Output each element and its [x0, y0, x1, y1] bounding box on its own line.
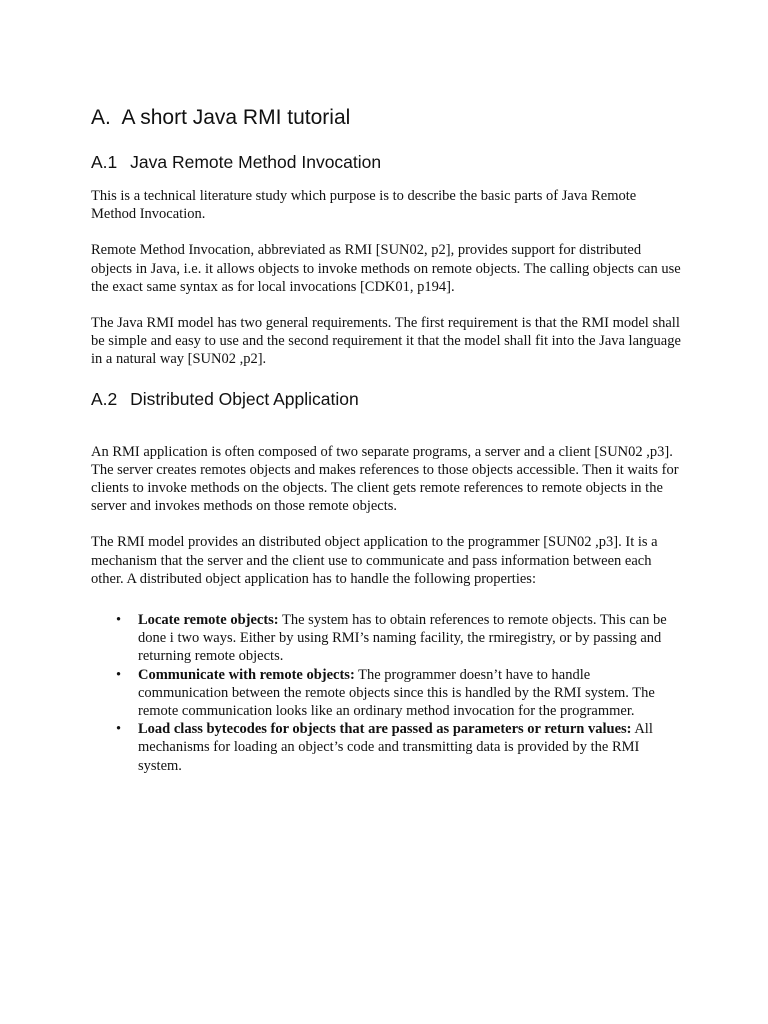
- paragraph: Remote Method Invocation, abbreviated as RMI [SUN02, p2], provides support for distributed objects in Java, i.e. it allows objects to invoke methods on remote objects. The calling objects can use the exact same syntax as for local invocations [CDK01, p194].: [91, 242, 681, 295]
- document-content: [91, 104, 681, 775]
- section-number: A.2: [91, 388, 118, 409]
- bullet-icon: •: [116, 666, 122, 683]
- list-item-term: Communicate with remote objects:: [138, 666, 355, 683]
- page-title-text: A short Java RMI tutorial: [121, 106, 351, 129]
- page-title: [91, 104, 681, 132]
- list-item: [91, 666, 681, 721]
- list-item-text: The system has to obtain references to remote objects. This can be done i two ways. Either by using RMI’s naming facility, the rmiregistry, or by passing and returning remote objects.: [138, 612, 667, 665]
- list-item: [91, 720, 681, 775]
- list-item-text: All mechanisms for loading an object’s code and transmitting data is provided by the RMI system.: [138, 721, 653, 774]
- paragraph: An RMI application is often composed of two separate programs, a server and a client [SUN02 ,p3]. The server creates remotes objects and makes references to those objects accessible. Then it waits for clients to invoke methods on the objects. The client gets remote references to remote objects in the server and invokes methods on those remote objects.: [91, 443, 679, 515]
- paragraph: The Java RMI model has two general requirements. The first requirement is that the RMI model shall be simple and easy to use and the second requirement it that the model shall fit into the Java language in a natural way [SUN02 ,p2].: [91, 315, 681, 368]
- section-number: A.1: [91, 152, 118, 172]
- list-item-text: The programmer doesn’t have to handle communication between the remote objects since this is handled by the RMI system. The remote communication looks like an ordinary method invocation for the programmer.: [138, 666, 655, 720]
- paragraph: This is a technical literature study which purpose is to describe the basic parts of Java Remote Method Invocation.: [91, 188, 637, 223]
- bullet-icon: •: [116, 721, 122, 738]
- list-item-term: Locate remote objects:: [138, 612, 279, 629]
- paragraph: The RMI model provides an distributed object application to the programmer [SUN02 ,p3]. It is a mechanism that the server and the client use to communicate and pass information between each other. A distributed object application has to handle the following properties:: [91, 534, 658, 587]
- bullet-icon: •: [116, 612, 122, 629]
- list-item: [91, 611, 681, 666]
- section-heading-java-rmi: [91, 150, 681, 174]
- page-title-number: A.: [91, 106, 111, 129]
- list-item-term: Load class bytecodes for objects that are passed as parameters or return values:: [138, 721, 632, 738]
- section-title: Distributed Object Application: [130, 388, 359, 409]
- section-heading-distributed-object-application: [91, 387, 681, 411]
- section-title: Java Remote Method Invocation: [130, 152, 382, 172]
- bullet-list: [91, 611, 681, 775]
